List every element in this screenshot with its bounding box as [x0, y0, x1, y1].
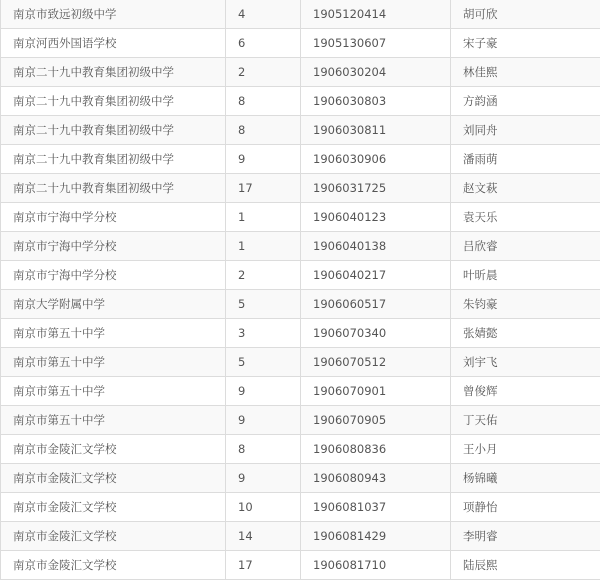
- student-id-cell: 1906030803: [301, 87, 451, 116]
- class-number-cell: 9: [226, 406, 301, 435]
- student-id-cell: 1906030906: [301, 145, 451, 174]
- student-id-cell: 1906070901: [301, 377, 451, 406]
- class-number-cell: 2: [226, 261, 301, 290]
- table-row: [1, 551, 600, 580]
- school-cell: 南京二十九中教育集团初级中学: [1, 58, 226, 87]
- school-cell: 南京市金陵汇文学校: [1, 435, 226, 464]
- table-row: [1, 174, 600, 203]
- class-number-cell: 6: [226, 29, 301, 58]
- school-cell: 南京市金陵汇文学校: [1, 522, 226, 551]
- table-row: [1, 377, 600, 406]
- school-cell: 南京河西外国语学校: [1, 29, 226, 58]
- class-number-cell: 3: [226, 319, 301, 348]
- class-number-cell: 5: [226, 348, 301, 377]
- student-name-cell: 陆辰熙: [451, 551, 600, 580]
- student-id-cell: 1906040217: [301, 261, 451, 290]
- class-number-cell: 14: [226, 522, 301, 551]
- class-number-cell: 9: [226, 145, 301, 174]
- table-row: [1, 116, 600, 145]
- class-number-cell: 8: [226, 87, 301, 116]
- class-number-cell: 5: [226, 290, 301, 319]
- school-cell: 南京二十九中教育集团初级中学: [1, 145, 226, 174]
- class-number-cell: 1: [226, 232, 301, 261]
- school-cell: 南京市第五十中学: [1, 319, 226, 348]
- student-name-cell: 林佳熙: [451, 58, 600, 87]
- student-name-cell: 丁天佑: [451, 406, 600, 435]
- class-number-cell: 10: [226, 493, 301, 522]
- student-name-cell: 项静怡: [451, 493, 600, 522]
- school-cell: 南京市致远初级中学: [1, 0, 226, 29]
- class-number-cell: 1: [226, 203, 301, 232]
- student-name-cell: 方韵涵: [451, 87, 600, 116]
- student-id-cell: 1906081710: [301, 551, 451, 580]
- table-row: [1, 0, 600, 29]
- student-name-cell: 曾俊辉: [451, 377, 600, 406]
- school-cell: 南京二十九中教育集团初级中学: [1, 116, 226, 145]
- class-number-cell: 8: [226, 435, 301, 464]
- table-row: [1, 290, 600, 319]
- student-name-cell: 叶昕晨: [451, 261, 600, 290]
- class-number-cell: 4: [226, 0, 301, 29]
- school-cell: 南京市金陵汇文学校: [1, 551, 226, 580]
- school-cell: 南京市金陵汇文学校: [1, 464, 226, 493]
- student-id-cell: 1906030204: [301, 58, 451, 87]
- student-id-cell: 1906081429: [301, 522, 451, 551]
- student-id-cell: 1906081037: [301, 493, 451, 522]
- school-cell: 南京市宁海中学分校: [1, 261, 226, 290]
- class-number-cell: 8: [226, 116, 301, 145]
- student-id-cell: 1906070512: [301, 348, 451, 377]
- school-cell: 南京市金陵汇文学校: [1, 493, 226, 522]
- table-row: [1, 58, 600, 87]
- student-id-cell: 1905130607: [301, 29, 451, 58]
- class-number-cell: 9: [226, 377, 301, 406]
- table-row: [1, 493, 600, 522]
- student-id-cell: 1906080943: [301, 464, 451, 493]
- student-name-cell: 赵文萩: [451, 174, 600, 203]
- school-cell: 南京市第五十中学: [1, 406, 226, 435]
- student-name-cell: 吕欣睿: [451, 232, 600, 261]
- student-id-cell: 1906060517: [301, 290, 451, 319]
- table-row: [1, 319, 600, 348]
- student-id-cell: 1905120414: [301, 0, 451, 29]
- table-row: [1, 435, 600, 464]
- student-id-cell: 1906031725: [301, 174, 451, 203]
- student-name-cell: 刘宇飞: [451, 348, 600, 377]
- student-id-cell: 1906040138: [301, 232, 451, 261]
- school-cell: 南京市第五十中学: [1, 377, 226, 406]
- table-row: [1, 232, 600, 261]
- table-row: [1, 406, 600, 435]
- class-number-cell: 2: [226, 58, 301, 87]
- student-name-cell: 刘同舟: [451, 116, 600, 145]
- table-row: [1, 348, 600, 377]
- table-row: [1, 145, 600, 174]
- school-cell: 南京市第五十中学: [1, 348, 226, 377]
- class-number-cell: 9: [226, 464, 301, 493]
- student-id-cell: 1906070905: [301, 406, 451, 435]
- student-name-cell: 宋子豪: [451, 29, 600, 58]
- school-cell: 南京二十九中教育集团初级中学: [1, 87, 226, 116]
- table-row: [1, 29, 600, 58]
- student-id-cell: 1906030811: [301, 116, 451, 145]
- table-row: [1, 203, 600, 232]
- student-id-cell: 1906040123: [301, 203, 451, 232]
- school-cell: 南京二十九中教育集团初级中学: [1, 174, 226, 203]
- class-number-cell: 17: [226, 174, 301, 203]
- student-name-cell: 李明睿: [451, 522, 600, 551]
- school-cell: 南京市宁海中学分校: [1, 203, 226, 232]
- table-row: [1, 464, 600, 493]
- student-id-cell: 1906070340: [301, 319, 451, 348]
- table-row: [1, 87, 600, 116]
- student-name-cell: 王小月: [451, 435, 600, 464]
- school-cell: 南京大学附属中学: [1, 290, 226, 319]
- student-name-cell: 胡可欣: [451, 0, 600, 29]
- student-name-cell: 张婧懿: [451, 319, 600, 348]
- student-name-cell: 潘雨萌: [451, 145, 600, 174]
- student-name-cell: 朱钧豪: [451, 290, 600, 319]
- school-cell: 南京市宁海中学分校: [1, 232, 226, 261]
- table-row: [1, 522, 600, 551]
- student-id-cell: 1906080836: [301, 435, 451, 464]
- student-table-body: [1, 0, 600, 580]
- student-name-cell: 袁天乐: [451, 203, 600, 232]
- table-row: [1, 261, 600, 290]
- student-name-cell: 杨锦曦: [451, 464, 600, 493]
- class-number-cell: 17: [226, 551, 301, 580]
